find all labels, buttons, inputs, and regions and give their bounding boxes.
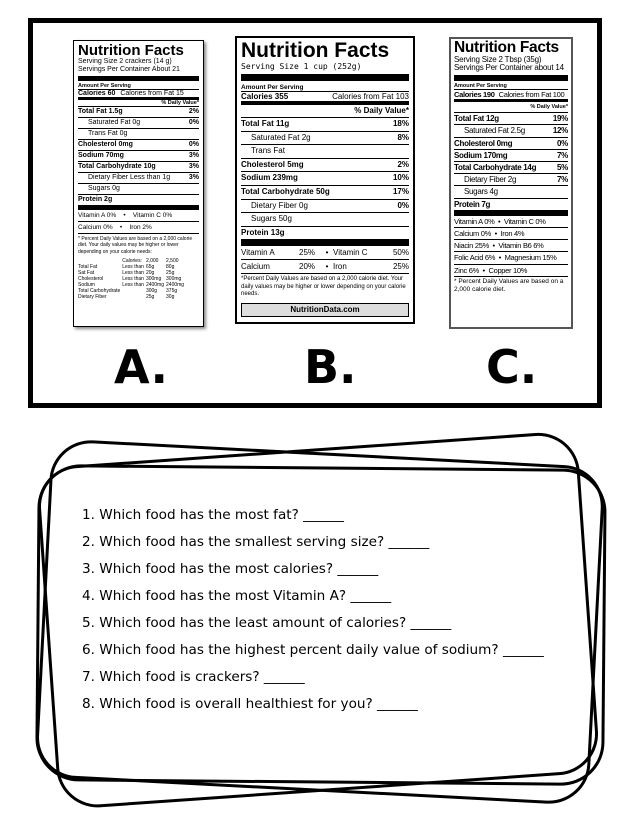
vitamin-row: Calcium 0% • Iron 4% (454, 228, 568, 240)
label-a-calories-row (78, 89, 199, 97)
nutrient-dv: 19% (552, 114, 568, 124)
nutrient-row (454, 112, 568, 124)
letter-c: C. (486, 340, 538, 394)
nutrient-row (78, 161, 199, 172)
label-b-calcium-value: 20% (299, 262, 316, 272)
label-b-vit-a-value: 25% (299, 248, 316, 258)
dv-table-cell: Total Fat (78, 263, 98, 270)
label-b-vit-a: Vitamin A (241, 248, 275, 258)
nutrient-row (454, 149, 568, 161)
nutrient-dv: 3% (188, 163, 199, 171)
nutrient-dv: 0% (188, 119, 199, 127)
nutrient-label: Total Fat 12g (454, 114, 499, 124)
nutrient-dv: 7% (557, 150, 568, 160)
dv-table-cell: Calories: (122, 257, 142, 264)
nutrient-label: Total Carbohydrate 14g (454, 162, 537, 172)
label-a-container: Servings Per Container About 21 (78, 66, 180, 74)
nutrient-row (241, 185, 409, 199)
dv-table-cell: Less than (122, 281, 144, 288)
divider (241, 74, 409, 81)
label-a-footnote: * Percent Daily Values are based on a 2,000 calorie diet. Your daily values may be higher or lower depending on your calorie needs: (78, 236, 193, 255)
label-c-title: Nutrition Facts (454, 39, 559, 56)
nutrient-label: Trans Fat 0g (88, 130, 128, 138)
nutrient-label: Sodium 239mg (241, 173, 298, 183)
nutrient-row (78, 128, 199, 139)
nutrient-row (78, 150, 199, 161)
question-2: 2. Which food has the smallest serving size? ______ (82, 534, 430, 550)
nutrient-row (241, 117, 409, 131)
dv-table-cell: 30g (166, 293, 175, 300)
dv-table-cell: 300g (145, 287, 158, 294)
nutrient-dv: 12% (552, 126, 568, 136)
dv-table-cell: 2400mg (166, 281, 185, 288)
nutrient-label: Protein 13g (241, 227, 285, 237)
nutrient-label: Total Fat 11g (241, 119, 290, 128)
dv-table-row (78, 294, 186, 300)
nutrient-row (241, 199, 409, 213)
dv-table-cell: 80g (166, 263, 175, 270)
label-b-calories-row (241, 91, 409, 101)
label-a-calories: Calories 60 (78, 90, 116, 98)
dv-table-cell (122, 294, 146, 300)
label-b-vit2 (241, 260, 409, 274)
nutrient-row (241, 131, 409, 145)
nutrient-dv: 2% (188, 108, 199, 116)
question-5: 5. Which food has the least amount of calories? ______ (82, 615, 452, 631)
dv-table-cell: 2,500 (166, 257, 179, 264)
dv-table-cell: Dietary Fiber (78, 293, 107, 300)
vitamin-row: Vitamin A 0% • Vitamin C 0% (454, 216, 568, 228)
label-c-calories: Calories 190 (454, 90, 495, 100)
label-b-iron-value: 25% (392, 262, 409, 272)
nutrient-label: Total Fat 1.5g (78, 108, 123, 116)
dv-table-cell: 25g (145, 293, 155, 300)
nutrient-dv: 5% (557, 162, 568, 172)
dv-table-cell: 2400mg (145, 281, 165, 288)
label-c-vitamins (454, 216, 568, 277)
nutrient-row (241, 171, 409, 185)
letter-a: A. (114, 340, 168, 394)
question-8: 8. Which food is overall healthiest for you? ______ (82, 696, 418, 712)
dv-table-cell: Total Carbohydrate (78, 287, 121, 294)
label-a-title: Nutrition Facts (78, 42, 184, 59)
label-a-cal-fat: Calories from Fat 15 (120, 90, 184, 98)
divider (241, 239, 409, 246)
nutrient-dv: 0% (397, 200, 409, 210)
questions-list (82, 507, 544, 723)
dv-table-row (78, 282, 186, 288)
nutrient-label: Dietary Fiber 0g (251, 200, 308, 210)
nutrient-row (454, 161, 568, 173)
nutrient-label: Total Carbohydrate 50g (241, 186, 330, 196)
label-c-cal-fat: Calories from Fat 100 (498, 90, 565, 100)
nutrient-row (78, 106, 199, 117)
nutrient-row (78, 194, 199, 205)
letter-b: B. (304, 340, 357, 394)
divider (454, 75, 568, 81)
nutrient-label: Sugars 0g (88, 185, 120, 193)
nutrient-row (454, 173, 568, 185)
question-3: 3. Which food has the most calories? ______ (82, 561, 379, 577)
label-a-dv-header: % Daily Value* (161, 100, 199, 107)
label-a-amount: Amount Per Serving (78, 83, 131, 90)
nutrient-label: Sodium 170mg (454, 150, 508, 160)
question-4: 4. Which food has the most Vitamin A? ______ (82, 588, 392, 604)
nutrient-row (78, 172, 199, 183)
nutrient-label: Cholesterol 5mg (241, 159, 304, 169)
label-b-calories: Calories 355 (241, 92, 289, 101)
nutrient-dv: 2% (397, 159, 409, 169)
dv-table-cell: 300mg (145, 275, 162, 282)
nutrient-label: Total Carbohydrate 10g (78, 163, 156, 171)
label-c-amount: Amount Per Serving (454, 83, 507, 90)
nutrient-row (454, 137, 568, 149)
label-b-title: Nutrition Facts (241, 39, 390, 62)
divider (78, 76, 199, 81)
label-b-source: NutritionData.com (241, 303, 409, 317)
label-b-serving: Serving Size 1 cup (252g) (241, 62, 362, 71)
vitamin-row: Folic Acid 6% • Magnesium 15% (454, 252, 568, 264)
label-a-rows (78, 106, 199, 205)
bullet: • (325, 248, 329, 258)
nutrient-label: Cholesterol 0mg (78, 141, 133, 149)
nutrient-row (78, 139, 199, 150)
nutrient-row (241, 226, 409, 240)
nutrient-dv: 0% (188, 141, 199, 149)
dv-table-cell: Less than (122, 269, 144, 276)
label-c-serving: Serving Size 2 Tbsp (35g) (454, 54, 542, 64)
nutrient-row (78, 183, 199, 194)
nutrient-dv: 0% (557, 138, 568, 148)
label-a-serving: Serving Size 2 crackers (14 g) (78, 58, 172, 65)
nutrient-label: Protein 2g (78, 196, 113, 204)
label-a-dv-table (78, 258, 186, 300)
nutrient-dv: 17% (392, 186, 409, 196)
nutrient-row (454, 185, 568, 197)
question-6: 6. Which food has the highest percent daily value of sodium? ______ (82, 642, 544, 658)
label-b-vit1 (241, 246, 409, 260)
nutrition-label-c (449, 37, 573, 329)
nutrition-label-a (73, 40, 204, 327)
label-c-rows (454, 112, 568, 210)
label-a-vit2: Calcium 0% • Iron 2% (78, 222, 199, 234)
nutrient-dv: 18% (392, 119, 409, 128)
question-1: 1. Which food has the most fat? ______ (82, 507, 344, 523)
dv-table-cell: 65g (145, 263, 155, 270)
dv-table-cell: 375g (166, 287, 178, 294)
nutrient-row (241, 144, 409, 158)
nutrient-row (454, 124, 568, 136)
nutrient-label: Cholesterol 0mg (454, 138, 513, 148)
nutrient-label: Trans Fat (251, 146, 285, 156)
nutrient-label: Saturated Fat 2g (251, 132, 311, 142)
label-b-cal-fat: Calories from Fat 103 (332, 92, 409, 101)
bullet: • (325, 262, 329, 272)
label-c-calories-row (454, 89, 568, 99)
label-b-vit-c: Vitamin C (333, 248, 368, 258)
label-b-calcium: Calcium (241, 262, 270, 272)
nutrient-row (78, 117, 199, 128)
label-c-dv-header: % Daily Value* (530, 104, 568, 111)
dv-table-cell: 25g (166, 269, 175, 276)
vitamin-row: Zinc 6% • Copper 10% (454, 265, 568, 277)
label-b-vit-c-value: 50% (392, 248, 409, 258)
dv-table-cell: 2,000 (145, 257, 159, 264)
nutrient-label: Saturated Fat 2.5g (464, 126, 525, 136)
dv-table-cell: Cholesterol (78, 275, 104, 282)
nutrient-row (241, 212, 409, 226)
label-b-dv-header: % Daily Value* (354, 106, 409, 115)
label-b-rows (241, 117, 409, 239)
nutrient-dv: 3% (188, 152, 199, 160)
nutrient-row (241, 158, 409, 172)
nutrient-label: Dietary Fiber 2g (464, 175, 517, 185)
nutrient-label: Saturated Fat 0g (88, 119, 141, 127)
label-b-iron: Iron (333, 262, 347, 272)
label-a-vit1: Vitamin A 0% • Vitamin C 0% (78, 210, 199, 222)
label-b-footnote: *Percent Daily Values are based on a 2,000 calorie diet. Your daily values may be higher or lower depending on your calorie needs. (241, 276, 406, 298)
dv-table-row (78, 276, 186, 282)
dv-table-cell: Sat Fat (78, 269, 95, 276)
nutrient-dv: 3% (188, 174, 199, 182)
nutrient-label: Sugars 50g (251, 214, 292, 224)
label-c-footnote: * Percent Daily Values are based on a 2,000 calorie diet. (454, 277, 564, 293)
dv-table-cell: 20g (145, 269, 155, 276)
dv-table-cell: Less than (122, 275, 144, 282)
question-7: 7. Which food is crackers? ______ (82, 669, 305, 685)
label-c-container: Servings Per Container about 14 (454, 63, 564, 73)
vitamin-row: Niacin 25% • Vitamin B6 6% (454, 240, 568, 252)
nutrient-label: Sugars 4g (464, 187, 498, 197)
dv-table-cell: Sodium (78, 281, 95, 288)
label-b-amount: Amount Per Serving (241, 84, 304, 91)
nutrient-row (454, 198, 568, 210)
dv-table-cell: 300mg (166, 275, 182, 282)
nutrient-label: Sodium 70mg (78, 152, 124, 160)
nutrient-dv: 10% (392, 173, 409, 183)
dv-table-row (78, 264, 186, 270)
nutrition-label-b (235, 36, 415, 324)
nutrient-dv: 8% (397, 132, 409, 142)
nutrient-label: Dietary Fiber Less than 1g (88, 174, 171, 182)
nutrient-dv: 7% (557, 175, 568, 185)
dv-table-cell: Less than (122, 263, 144, 270)
nutrient-label: Protein 7g (454, 199, 491, 209)
